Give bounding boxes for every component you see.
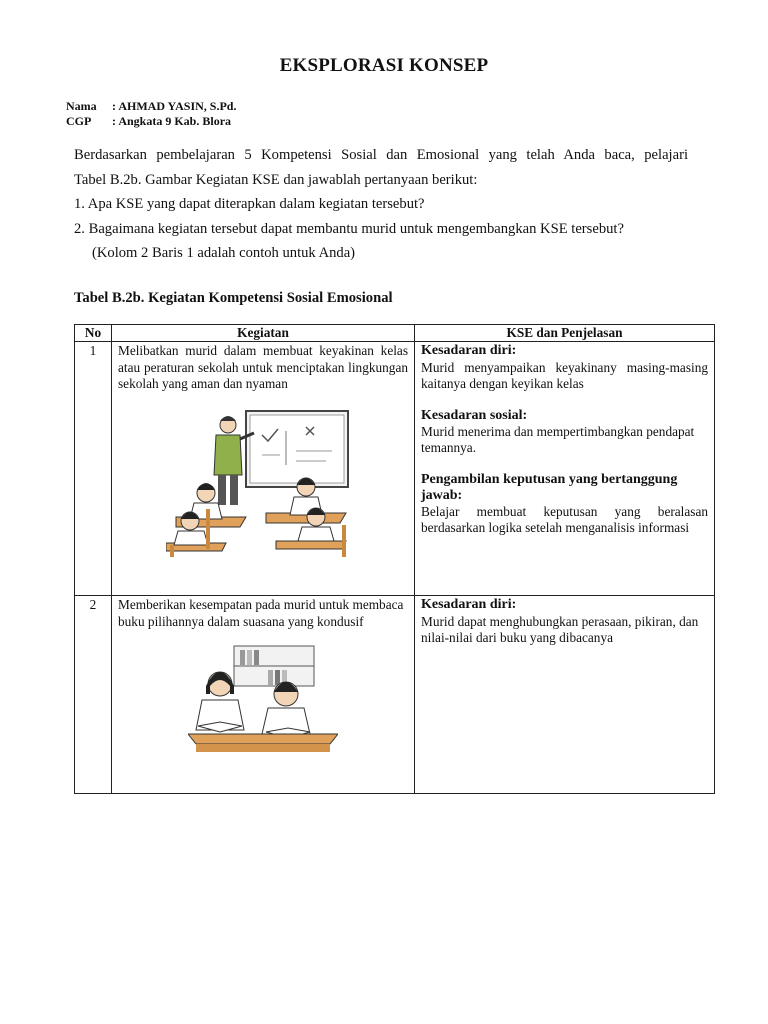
kse-explanation: Belajar membuat keputusan yang beralasan berdasarkan logika setelah menganalisis informasi [421, 503, 708, 536]
kegiatan-text: Melibatkan murid dalam membuat keyakinan kelas atau peraturan sekolah untuk menciptakan lingkungan sekolah yang aman dan nyaman [118, 343, 408, 392]
meta-cgp [66, 114, 231, 129]
row-number: 1 [75, 342, 112, 596]
classroom-illustration-icon [166, 405, 366, 557]
kegiatan-cell [112, 596, 415, 794]
question-1: 1. Apa KSE yang dapat diterapkan dalam kegiatan tersebut? [74, 196, 425, 213]
kse-heading: Kesadaran diri: [421, 597, 517, 613]
kse-heading: Kesadaran diri: [421, 343, 517, 359]
kse-item [421, 408, 708, 457]
instruction-note: (Kolom 2 Baris 1 adalah contoh untuk Anda) [92, 245, 356, 262]
kegiatan-cell [112, 342, 415, 596]
cgp-label: CGP [66, 114, 92, 128]
nama-label: Nama [66, 99, 97, 113]
table-row [75, 342, 715, 596]
kse-cell [415, 342, 715, 596]
intro-line-2: Tabel B.2b. Gambar Kegiatan KSE dan jawablah pertanyaan berikut: [74, 171, 478, 188]
intro-paragraph [74, 143, 688, 266]
nama-value: : AHMAD YASIN, S.Pd. [112, 99, 237, 113]
question-2: 2. Bagaimana kegiatan tersebut dapat membantu murid untuk mengembangkan KSE tersebut? [74, 220, 624, 237]
kse-cell [415, 596, 715, 794]
kse-item [421, 343, 708, 392]
table-header-row [75, 325, 715, 342]
header-kse: KSE dan Penjelasan [415, 325, 715, 342]
table-row [75, 596, 715, 794]
cgp-value: : Angkata 9 Kab. Blora [112, 114, 232, 128]
kse-explanation: Murid menerima dan mempertimbangkan pendapat temannya. [421, 424, 695, 456]
row-number: 2 [75, 596, 112, 794]
table-caption: Tabel B.2b. Kegiatan Kompetensi Sosial Emosional [74, 290, 393, 306]
kse-heading: Pengambilan keputusan yang bertanggung jawab: [421, 471, 678, 503]
kse-table [74, 324, 715, 794]
kse-heading: Kesadaran sosial: [421, 407, 528, 423]
kse-explanation: Murid dapat menghubungkan perasaan, pikiran, dan nilai-nilai dari buku yang dibacanya [421, 613, 699, 646]
kegiatan-text: Memberikan kesempatan pada murid untuk membaca buku pilihannya dalam suasana yang kondusif [118, 597, 404, 629]
kse-explanation: Murid menyampaikan keyakinany masing-masing kaitanya dengan keyikan kelas [421, 359, 708, 392]
intro-line-1: Berdasarkan pembelajaran 5 Kompetensi Sosial dan Emosional yang telah Anda baca, pelajari [74, 147, 688, 163]
header-no: No [75, 325, 112, 342]
students-reading-illustration-icon [188, 642, 338, 756]
kse-item [421, 472, 708, 537]
kse-item [421, 597, 708, 646]
header-kegiatan: Kegiatan [112, 325, 415, 342]
page-title: EKSPLORASI KONSEP [279, 55, 489, 76]
meta-nama [66, 99, 236, 114]
